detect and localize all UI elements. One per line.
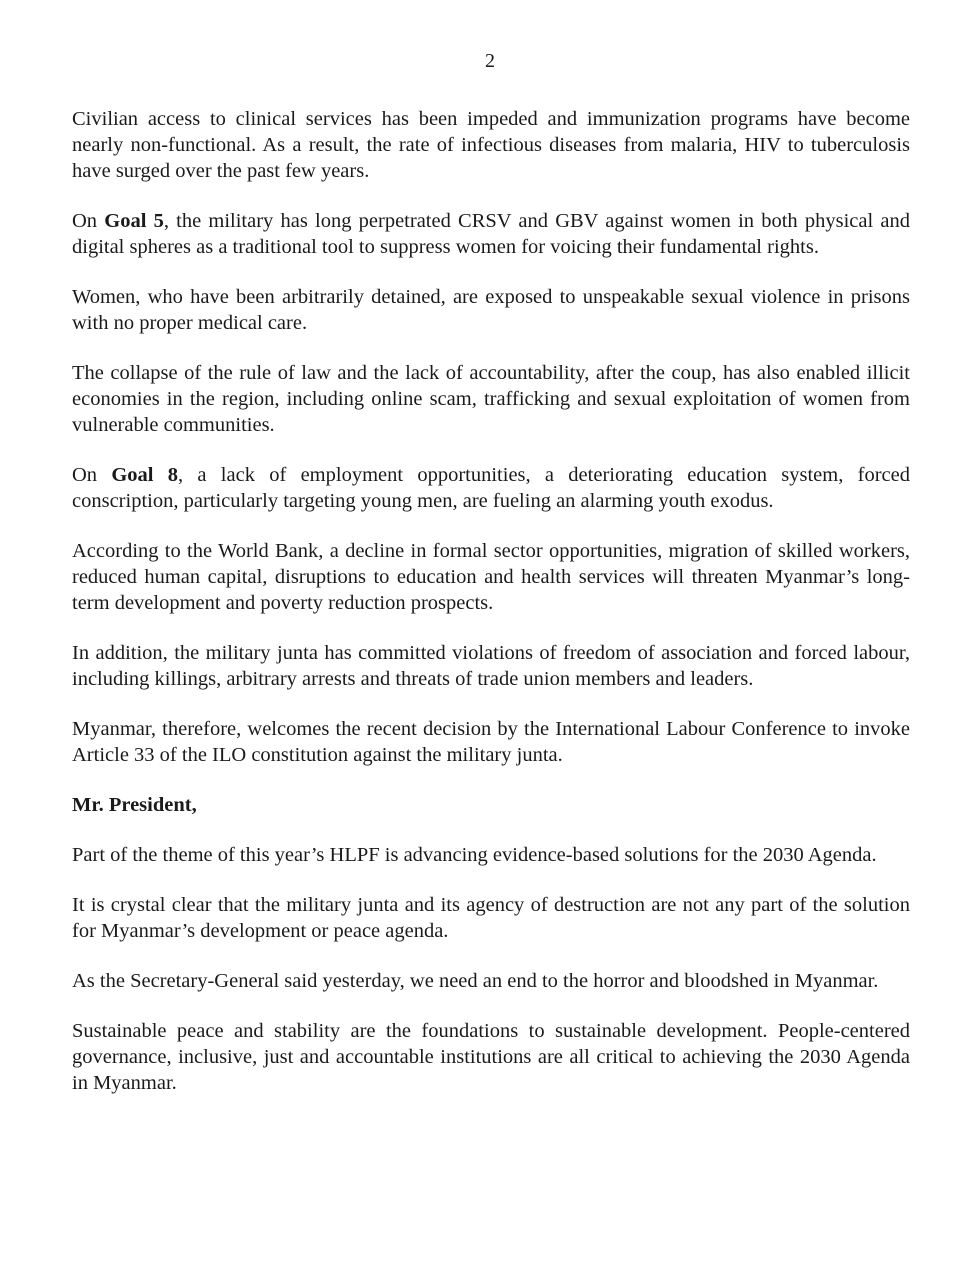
paragraph-secretary-general: As the Secretary-General said yesterday, we need an end to the horror and bloodshed in Myanmar. — [72, 970, 879, 992]
goal-5-prefix: On — [72, 210, 105, 232]
paragraph-rule-of-law: The collapse of the rule of law and the lack of accountability, after the coup, has also enabled illicit economies in the region, including online scam, trafficking and sexual exploitation of women from vulnerable communities. — [72, 362, 910, 436]
page-number: 2 — [485, 50, 495, 72]
goal-8-prefix: On — [72, 464, 112, 486]
goal-5-label: Goal 5 — [104, 210, 164, 232]
goal-8-text: , a lack of employment opportunities, a deteriorating education system, forced conscription, particularly targeting young men, are fueling an alarming youth exodus. — [72, 464, 910, 512]
paragraph-labour-violations: In addition, the military junta has committed violations of freedom of association and forced labour, including killings, arbitrary arrests and threats of trade union members and leaders. — [72, 642, 910, 690]
paragraph-goal-5 — [72, 208, 910, 260]
paragraph-world-bank: According to the World Bank, a decline in formal sector opportunities, migration of skilled workers, reduced human capital, disruptions to education and health services will threaten Myanmar’s long-term development and poverty reduction prospects. — [72, 540, 910, 614]
goal-5-text: , the military has long perpetrated CRSV and GBV against women in both physical and digital spheres as a traditional tool to suppress women for voicing their fundamental rights. — [72, 210, 910, 258]
goal-8-label: Goal 8 — [111, 464, 179, 486]
paragraph-health-services: Civilian access to clinical services has been impeded and immunization programs have become nearly non-functional. As a result, the rate of infectious diseases from malaria, HIV to tuberculosis have surged over the past few years. — [72, 108, 910, 182]
heading-mr-president: Mr. President, — [72, 794, 197, 816]
paragraph-hlpf-theme: Part of the theme of this year’s HLPF is advancing evidence-based solutions for the 2030 Agenda. — [72, 844, 877, 866]
paragraph-sustainable-peace: Sustainable peace and stability are the foundations to sustainable development. People-centered governance, inclusive, just and accountable institutions are all critical to achieving the 2030 Agenda in Myanmar. — [72, 1020, 910, 1094]
paragraph-ilo-article-33: Myanmar, therefore, welcomes the recent decision by the International Labour Conference to invoke Article 33 of the ILO constitution against the military junta. — [72, 718, 910, 766]
document-body — [72, 106, 910, 1120]
paragraph-goal-8 — [72, 462, 910, 514]
paragraph-crystal-clear: It is crystal clear that the military junta and its agency of destruction are not any part of the solution for Myanmar’s development or peace agenda. — [72, 894, 910, 942]
paragraph-detained-women: Women, who have been arbitrarily detained, are exposed to unspeakable sexual violence in prisons with no proper medical care. — [72, 286, 910, 334]
